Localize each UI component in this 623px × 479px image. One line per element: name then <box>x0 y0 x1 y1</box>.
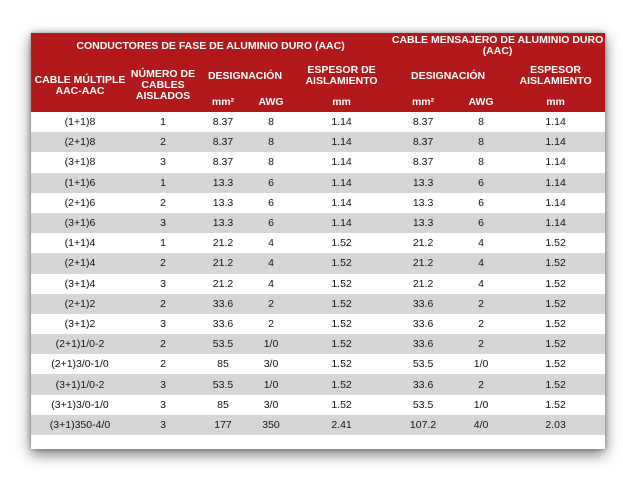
cable-multiple-cell: (3+1)2 <box>31 314 129 334</box>
table-row <box>31 334 605 354</box>
numero-cables-cell: 1 <box>129 173 197 193</box>
mensajero-awg-cell: 4/0 <box>456 415 506 435</box>
mensajero-mm2-cell: 8.37 <box>390 132 456 152</box>
numero-cables-cell: 2 <box>129 193 197 213</box>
table-row <box>31 314 605 334</box>
designacion-awg-cell: 2 <box>249 314 293 334</box>
mensajero-mm2-cell: 33.6 <box>390 314 456 334</box>
designacion-awg-cell: 8 <box>249 112 293 132</box>
mensajero-mm2-cell: 21.2 <box>390 274 456 294</box>
designacion-awg-cell: 6 <box>249 173 293 193</box>
designacion-mm2-cell: 53.5 <box>197 374 249 394</box>
mensajero-espesor-cell: 1.14 <box>506 173 605 193</box>
designacion-awg-cell: 1/0 <box>249 374 293 394</box>
mensajero-awg-cell: 2 <box>456 374 506 394</box>
designacion-mm2-cell: 21.2 <box>197 274 249 294</box>
mensajero-espesor-cell: 2.03 <box>506 415 605 435</box>
espesor-cell: 1.52 <box>293 274 390 294</box>
mensajero-mm2-cell: 13.3 <box>390 213 456 233</box>
mensajero-awg-cell: 4 <box>456 233 506 253</box>
mensajero-espesor-cell: 1.14 <box>506 213 605 233</box>
numero-cables-cell: 2 <box>129 294 197 314</box>
numero-cables-cell: 2 <box>129 132 197 152</box>
mensajero-mm2-cell: 53.5 <box>390 354 456 374</box>
mensajero-mm2-cell: 8.37 <box>390 152 456 172</box>
table-row <box>31 193 605 213</box>
designacion-awg-cell: 4 <box>249 233 293 253</box>
cable-multiple-cell: (2+1)2 <box>31 294 129 314</box>
mensajero-espesor-cell: 1.52 <box>506 334 605 354</box>
mensajero-mm2-cell: 13.3 <box>390 173 456 193</box>
espesor-cell: 1.52 <box>293 294 390 314</box>
cable-multiple-cell: (2+1)3/0-1/0 <box>31 354 129 374</box>
mensajero-mm2-cell: 8.37 <box>390 112 456 132</box>
designacion-awg-cell: 2 <box>249 294 293 314</box>
cable-multiple-cell: (3+1)4 <box>31 274 129 294</box>
espesor-cell: 1.14 <box>293 132 390 152</box>
mensajero-mm2-cell: 21.2 <box>390 253 456 273</box>
mensajero-awg-cell: 1/0 <box>456 354 506 374</box>
numero-cables-cell: 3 <box>129 213 197 233</box>
header-numero-cables: NÚMERO DE CABLES AISLADOS <box>129 59 197 112</box>
espesor-cell: 2.41 <box>293 415 390 435</box>
numero-cables-cell: 1 <box>129 112 197 132</box>
mensajero-mm2-cell: 33.6 <box>390 294 456 314</box>
cable-multiple-cell: (1+1)4 <box>31 233 129 253</box>
cable-multiple-cell: (3+1)350-4/0 <box>31 415 129 435</box>
cable-multiple-cell: (1+1)8 <box>31 112 129 132</box>
numero-cables-cell: 2 <box>129 334 197 354</box>
mensajero-mm2-cell: 107.2 <box>390 415 456 435</box>
cable-multiple-cell: (3+1)1/0-2 <box>31 374 129 394</box>
designacion-awg-cell: 3/0 <box>249 354 293 374</box>
mensajero-espesor-cell: 1.14 <box>506 152 605 172</box>
header-unit: AWG <box>456 93 506 112</box>
mensajero-espesor-cell: 1.52 <box>506 274 605 294</box>
cable-multiple-cell: (2+1)4 <box>31 253 129 273</box>
mensajero-awg-cell: 1/0 <box>456 395 506 415</box>
designacion-mm2-cell: 177 <box>197 415 249 435</box>
table-row <box>31 213 605 233</box>
espesor-cell: 1.52 <box>293 314 390 334</box>
numero-cables-cell: 3 <box>129 374 197 394</box>
numero-cables-cell: 3 <box>129 314 197 334</box>
mensajero-espesor-cell: 1.14 <box>506 193 605 213</box>
cable-multiple-cell: (2+1)1/0-2 <box>31 334 129 354</box>
table-body <box>31 112 605 435</box>
espesor-cell: 1.52 <box>293 374 390 394</box>
designacion-awg-cell: 4 <box>249 253 293 273</box>
mensajero-espesor-cell: 1.14 <box>506 112 605 132</box>
header-group-phase-conductors: CONDUCTORES DE FASE DE ALUMINIO DURO (AAC) <box>31 33 390 59</box>
numero-cables-cell: 2 <box>129 253 197 273</box>
header-unit: mm² <box>390 93 456 112</box>
designacion-awg-cell: 8 <box>249 132 293 152</box>
designacion-mm2-cell: 13.3 <box>197 173 249 193</box>
cable-multiple-cell: (2+1)6 <box>31 193 129 213</box>
cable-multiple-cell: (2+1)8 <box>31 132 129 152</box>
espesor-cell: 1.14 <box>293 112 390 132</box>
numero-cables-cell: 3 <box>129 152 197 172</box>
mensajero-espesor-cell: 1.52 <box>506 314 605 334</box>
designacion-awg-cell: 4 <box>249 274 293 294</box>
header-unit: mm² <box>197 93 249 112</box>
table-header <box>31 33 605 112</box>
numero-cables-cell: 2 <box>129 354 197 374</box>
mensajero-espesor-cell: 1.52 <box>506 374 605 394</box>
designacion-mm2-cell: 85 <box>197 354 249 374</box>
espesor-cell: 1.52 <box>293 334 390 354</box>
table-row <box>31 112 605 132</box>
mensajero-awg-cell: 6 <box>456 213 506 233</box>
header-unit: mm <box>506 93 605 112</box>
designacion-mm2-cell: 85 <box>197 395 249 415</box>
designacion-mm2-cell: 21.2 <box>197 253 249 273</box>
table-row <box>31 132 605 152</box>
header-designacion-left: DESIGNACIÓN <box>197 59 293 93</box>
mensajero-espesor-cell: 1.52 <box>506 354 605 374</box>
mensajero-espesor-cell: 1.14 <box>506 132 605 152</box>
table-row <box>31 294 605 314</box>
table-row <box>31 415 605 435</box>
espesor-cell: 1.52 <box>293 395 390 415</box>
espesor-cell: 1.52 <box>293 233 390 253</box>
table-row <box>31 395 605 415</box>
table-row <box>31 152 605 172</box>
mensajero-awg-cell: 4 <box>456 253 506 273</box>
espesor-cell: 1.14 <box>293 173 390 193</box>
designacion-mm2-cell: 8.37 <box>197 152 249 172</box>
table-row <box>31 274 605 294</box>
designacion-mm2-cell: 13.3 <box>197 213 249 233</box>
mensajero-mm2-cell: 21.2 <box>390 233 456 253</box>
espesor-cell: 1.52 <box>293 253 390 273</box>
cable-specs-table <box>31 33 605 435</box>
designacion-mm2-cell: 21.2 <box>197 233 249 253</box>
espesor-cell: 1.14 <box>293 213 390 233</box>
table-row <box>31 173 605 193</box>
table-row <box>31 354 605 374</box>
mensajero-awg-cell: 6 <box>456 193 506 213</box>
designacion-awg-cell: 6 <box>249 193 293 213</box>
mensajero-awg-cell: 2 <box>456 334 506 354</box>
mensajero-awg-cell: 2 <box>456 314 506 334</box>
mensajero-awg-cell: 8 <box>456 132 506 152</box>
cable-multiple-cell: (1+1)6 <box>31 173 129 193</box>
numero-cables-cell: 3 <box>129 395 197 415</box>
designacion-awg-cell: 6 <box>249 213 293 233</box>
header-group-messenger-cable: CABLE MENSAJERO DE ALUMINIO DURO (AAC) <box>391 34 604 57</box>
table-row <box>31 233 605 253</box>
numero-cables-cell: 1 <box>129 233 197 253</box>
designacion-mm2-cell: 8.37 <box>197 132 249 152</box>
espesor-cell: 1.14 <box>293 152 390 172</box>
designacion-awg-cell: 3/0 <box>249 395 293 415</box>
numero-cables-cell: 3 <box>129 274 197 294</box>
mensajero-awg-cell: 6 <box>456 173 506 193</box>
espesor-cell: 1.52 <box>293 354 390 374</box>
numero-cables-cell: 3 <box>129 415 197 435</box>
cable-multiple-cell: (3+1)8 <box>31 152 129 172</box>
table-row <box>31 253 605 273</box>
header-unit: AWG <box>249 93 293 112</box>
mensajero-mm2-cell: 13.3 <box>390 193 456 213</box>
mensajero-espesor-cell: 1.52 <box>506 395 605 415</box>
mensajero-mm2-cell: 33.6 <box>390 374 456 394</box>
cable-multiple-cell: (3+1)3/0-1/0 <box>31 395 129 415</box>
table-row <box>31 374 605 394</box>
header-espesor-right: ESPESOR AISLAMIENTO <box>506 59 605 93</box>
header-espesor-left: ESPESOR DE AISLAMIENTO <box>293 59 390 93</box>
mensajero-awg-cell: 2 <box>456 294 506 314</box>
cable-multiple-cell: (3+1)6 <box>31 213 129 233</box>
designacion-awg-cell: 8 <box>249 152 293 172</box>
header-cable-multiple: CABLE MÚLTIPLE AAC-AAC <box>31 59 129 112</box>
designacion-mm2-cell: 33.6 <box>197 314 249 334</box>
header-unit: mm <box>293 93 390 112</box>
mensajero-awg-cell: 4 <box>456 274 506 294</box>
designacion-mm2-cell: 13.3 <box>197 193 249 213</box>
designacion-awg-cell: 1/0 <box>249 334 293 354</box>
espesor-cell: 1.14 <box>293 193 390 213</box>
mensajero-awg-cell: 8 <box>456 112 506 132</box>
designacion-mm2-cell: 8.37 <box>197 112 249 132</box>
mensajero-mm2-cell: 33.6 <box>390 334 456 354</box>
header-designacion-right: DESIGNACIÓN <box>390 59 506 93</box>
designacion-awg-cell: 350 <box>249 415 293 435</box>
specs-table-card <box>31 33 605 449</box>
mensajero-espesor-cell: 1.52 <box>506 233 605 253</box>
mensajero-mm2-cell: 53.5 <box>390 395 456 415</box>
designacion-mm2-cell: 53.5 <box>197 334 249 354</box>
mensajero-espesor-cell: 1.52 <box>506 294 605 314</box>
mensajero-espesor-cell: 1.52 <box>506 253 605 273</box>
designacion-mm2-cell: 33.6 <box>197 294 249 314</box>
mensajero-awg-cell: 8 <box>456 152 506 172</box>
